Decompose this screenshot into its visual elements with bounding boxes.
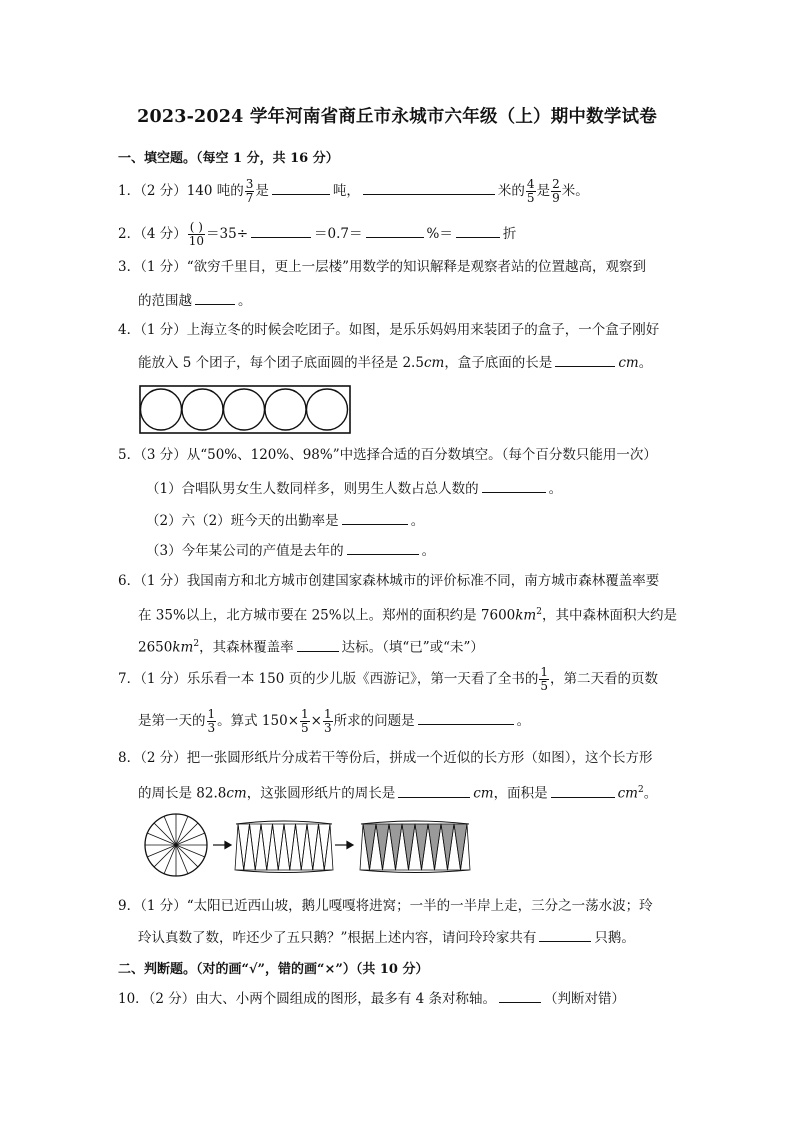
box-outline: [140, 386, 350, 433]
approx-rectangle-1: [235, 821, 333, 873]
q5-blank-3[interactable]: [347, 540, 419, 555]
dumpling-circle: [182, 389, 223, 430]
q6-blank[interactable]: [297, 637, 339, 652]
question-5-sub-1: （1）合唱队男女生人数同样多，则男生人数占总人数的 。: [146, 478, 562, 499]
question-3-line-2: 的范围越 。: [138, 290, 252, 311]
dumpling-circle: [307, 389, 348, 430]
sector-wedge: [296, 824, 308, 870]
exam-title: 2023-2024 学年河南省商丘市永城市六年级（上）期中数学试卷: [137, 107, 657, 127]
question-5-sub-2: （2）六（2）班今天的出勤率是 。: [146, 510, 424, 531]
q1-blank-1[interactable]: [272, 180, 330, 195]
dumpling-box-figure: [139, 385, 351, 435]
arrow-1: [213, 842, 231, 849]
q5-blank-2[interactable]: [342, 510, 408, 525]
q2-blank-3[interactable]: [456, 223, 500, 238]
sector-wedge: [376, 824, 389, 870]
q2-blank-1[interactable]: [251, 223, 311, 238]
sector-wedge: [284, 824, 296, 870]
q3-blank[interactable]: [195, 290, 235, 305]
q9-blank[interactable]: [539, 927, 591, 942]
q2-text-b: ＝35÷: [206, 226, 249, 242]
question-10: 10．（2 分）由大、小两个圆组成的图形，最多有 4 条对称轴。 （判断对错）: [118, 988, 625, 1009]
question-1: [118, 178, 589, 205]
q8-blank-2[interactable]: [551, 783, 615, 798]
sector-wedge: [389, 824, 402, 870]
fraction-blank-10: $\frac{( )}{10}$: [188, 220, 205, 248]
fraction-2-9: $\frac{2}{9}$: [552, 177, 560, 205]
question-2: [118, 221, 516, 248]
q1-text-c: 吨，: [332, 183, 360, 199]
fraction-1-5: $\frac{1}{5}$: [301, 707, 309, 735]
q2-text-e: 折: [502, 226, 517, 242]
question-7-line-1: 7．（1 分）乐乐看一本 150 页的少儿版《西游记》，第一天看了全书的 $\frac{1}{5}$ ，第二天看的页数: [118, 665, 658, 693]
q1-text-b: 是: [255, 183, 269, 199]
question-8-line-2: 的周长是 82.8cm，这张圆形纸片的周长是 cm，面积是 $cm^2$。: [138, 780, 657, 804]
q1-text-e: 是: [536, 183, 551, 199]
sector-wedge: [363, 824, 376, 870]
question-8-line-1: 8．（2 分）把一张圆形纸片分成若干等份后，拼成一个近似的长方形（如图），这个长方形: [118, 750, 653, 766]
question-4-line-2: 能放入 5 个团子，每个团子底面圆的半径是 2.5cm，盒子底面的长是 cm。: [138, 352, 652, 373]
sector-wedge: [261, 824, 273, 870]
approx-rectangle-2: [360, 821, 470, 873]
sector-wedge: [250, 824, 262, 870]
sector-wedge: [307, 824, 319, 870]
dumpling-circle: [141, 389, 182, 430]
circle-to-rectangle-figure: [143, 812, 473, 878]
sector-wedge: [273, 824, 285, 870]
sector-wedge: [402, 824, 415, 870]
dumpling-circle: [224, 389, 265, 430]
q10-blank[interactable]: [499, 988, 541, 1003]
question-9-line-1: 9．（1 分）“太阳已近西山坡，鹅儿嘎嘎将进窝；一半的一半岸上走，三分之一荡水波；玲: [118, 898, 653, 914]
question-5-sub-3: （3）今年某公司的产值是去年的 。: [146, 540, 435, 561]
q7-blank[interactable]: [418, 710, 514, 725]
question-9-line-2: 玲认真数了数，咋还少了五只鹅？”根据上述内容，请问玲玲家共有 只鹅。: [138, 927, 635, 948]
section-true-false-heading: 二、判断题。（对的画“√”，错的画“×”）（共 10 分）: [118, 962, 429, 977]
q1-text-a: 1．（2 分）140 吨的: [118, 183, 244, 199]
fraction-1-5: $\frac{1}{5}$: [540, 665, 548, 693]
q1-text-d: 米的: [497, 183, 525, 199]
dumpling-circle: [265, 389, 306, 430]
sector-wedge: [454, 824, 467, 870]
question-7-line-2: 是第一天的 $\frac{1}{3}$ 。算式 150× $\frac{1}{5}$ × $\frac{1}{3}$ 所求的问题是 。: [138, 707, 531, 735]
arrow-2: [335, 842, 353, 849]
q8-blank-1[interactable]: [398, 783, 470, 798]
sector-wedge: [441, 824, 454, 870]
q2-text-d: %＝: [426, 226, 453, 242]
sector-wedge: [428, 824, 441, 870]
rectangle-edge: [236, 821, 332, 824]
question-3-line-1: 3．（1 分）“欲穷千里目，更上一层楼”用数学的知识解释是观察者站的位置越高，观察到: [118, 259, 647, 275]
rectangle-edge: [361, 821, 469, 824]
section-fill-blank-heading: 一、填空题。（每空 1 分，共 16 分）: [118, 151, 339, 166]
q1-text-f: 米。: [561, 183, 589, 199]
q5-blank-1[interactable]: [482, 478, 546, 493]
sectioned-circle: [145, 814, 207, 876]
q4-blank[interactable]: [555, 352, 615, 367]
q2-text-c: ＝0.7＝: [314, 226, 363, 242]
sector-wedge: [319, 824, 331, 870]
question-6-line-2: 在 35%以上，北方城市要在 25%以上。郑州的面积约是 $7600km^2$，其中森林面积大约是: [138, 607, 677, 624]
sector-wedge: [415, 824, 428, 870]
fraction-1-3: $\frac{1}{3}$: [207, 707, 216, 735]
sector-wedge: [238, 824, 250, 870]
q1-blank-2[interactable]: [363, 180, 495, 195]
question-6-line-3: $2650km^2$，其森林覆盖率 达标。（填“已”或“未”）: [138, 634, 484, 658]
q2-blank-2[interactable]: [366, 223, 424, 238]
fraction-3-7: $\frac{3}{7}$: [245, 177, 254, 205]
question-6-line-1: 6．（1 分）我国南方和北方城市创建国家森林城市的评价标准不同，南方城市森林覆盖率要: [118, 573, 660, 589]
fraction-1-3: $\frac{1}{3}$: [323, 707, 332, 735]
fraction-4-5: $\frac{4}{5}$: [526, 177, 535, 205]
question-5-line-1: 5．（3 分）从“50%、120%、98%”中选择合适的百分数填空。（每个百分数只能用一次）: [118, 447, 657, 463]
q2-text-a: 2．（4 分）: [118, 226, 187, 242]
question-4-line-1: 4．（1 分）上海立冬的时候会吃团子。如图，是乐乐妈妈用来装团子的盒子，一个盒子刚好: [118, 322, 660, 338]
